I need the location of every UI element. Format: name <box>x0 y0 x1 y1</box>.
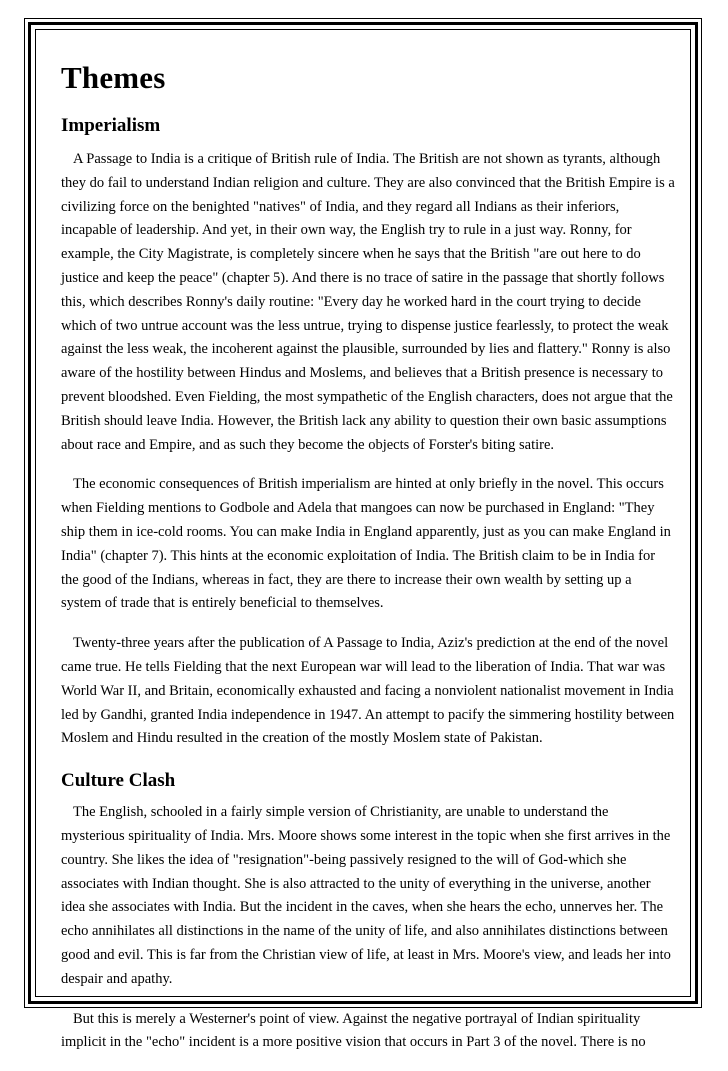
paragraph: But this is merely a Westerner's point of view. Against the negative portrayal of Indian spirituality implicit in the "echo" incident is a more positive vision that occurs in Part 3 of the novel. There is no <box>61 1010 646 1051</box>
section-heading-imperialism: Imperialism <box>61 115 161 136</box>
document-body <box>61 56 675 1071</box>
paragraph: The English, schooled in a fairly simple version of Christianity, are unable to understand the mysterious spirituality of India. Mrs. Moore shows some interest in the topic when she first arrives in the country. She likes the idea of "resignation"-being passively resigned to the will of God-which she associates with Indian thought. She is also attracted to the unity of everything in the universe, another idea she associates with India. But the incident in the caves, when she hears the echo, unnerves her. The echo annihilates all distinctions in the name of the unity of life, and also annihilates distinctions between good and evil. This is far from the Christian view of life, at least in Mrs. Moore's view, and leads her into despair and apathy. <box>61 804 671 987</box>
document-title: Themes <box>61 60 166 95</box>
section-heading-culture-clash: Culture Clash <box>61 770 176 792</box>
paragraph: A Passage to India is a critique of British rule of India. The British are not shown as tyrants, although they do fail to understand Indian religion and culture. They are also convinced that the British Empire is a civilizing force on the benighted "natives" of India, and they regard all Indians as their inferiors, incapable of leadership. And yet, in their own way, the English try to rule in a just way. Ronny, for example, the City Magistrate, is completely sincere when he says that the British "are out here to do justice and keep the peace" (chapter 5). And there is no trace of satire in the passage that shortly follows this, which describes Ronny's daily routine: "Every day he worked hard in the court trying to decide which of two untrue account was the less untrue, trying to dispense justice fearlessly, to protect the weak against the less weak, the incoherent against the plausible, surrounded by lies and flattery." Ronny is also aware of the hostility between Hindus and Moslems, and believes that a British presence is necessary to prevent bloodshed. Even Fielding, the most sympathetic of the English characters, does not argue that the British should leave India. However, the British lack any ability to question their own basic assumptions about race and Empire, and as such they become the objects of Forster's biting satire. <box>61 151 675 453</box>
paragraph: Twenty-three years after the publication of A Passage to India, Aziz's prediction at the end of the novel came true. He tells Fielding that the next European war will lead to the liberation of India. That war was World War II, and Britain, economically exhausted and facing a nonviolent nationalist movement in India led by Gandhi, granted India independence in 1947. An attempt to pacify the simmering hostility between Moslem and Hindu resulted in the creation of the mostly Moslem state of Pakistan. <box>61 635 675 747</box>
paragraph: The economic consequences of British imperialism are hinted at only briefly in the novel. This occurs when Fielding mentions to Godbole and Adela that mangoes can now be purchased in England: "They ship them in ice-cold rooms. You can make India in England apparently, just as you can make England in India" (chapter 7). This hints at the economic exploitation of India. The British claim to be in India for the good of the Indians, whereas in fact, they are there to increase their own wealth by setting up a system of trade that is entirely beneficial to themselves. <box>61 476 671 612</box>
